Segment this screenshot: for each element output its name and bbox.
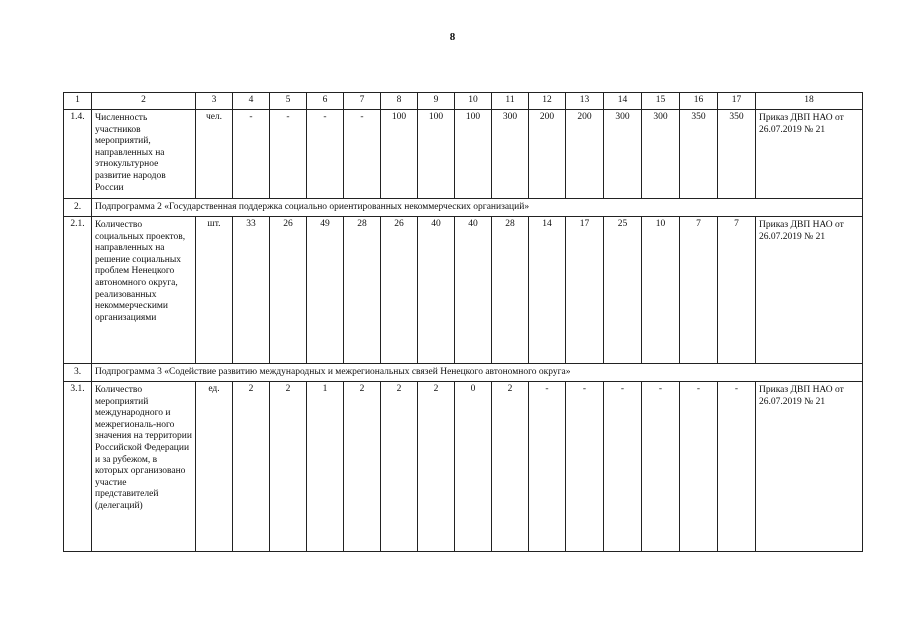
- value-cell: 1: [307, 382, 344, 552]
- row-number: 3.1.: [64, 382, 92, 552]
- value-cell: 300: [492, 110, 529, 199]
- value-cell: 100: [418, 110, 455, 199]
- value-cell: -: [529, 382, 566, 552]
- value-cell: 26: [381, 217, 418, 364]
- header-cell: 3: [196, 93, 233, 110]
- unit-cell: чел.: [196, 110, 233, 199]
- value-cell: 2: [418, 382, 455, 552]
- value-cell: 17: [566, 217, 604, 364]
- unit-cell: ед.: [196, 382, 233, 552]
- indicator-name: Численность участников мероприятий, направленных на этнокультурное развитие народов России: [92, 110, 196, 199]
- indicator-name: Количество социальных проектов, направленных на решение социальных проблем Ненецкого автономного округа, реализованных некоммерческими организациями: [92, 217, 196, 364]
- row-number: 3.: [64, 364, 92, 382]
- header-cell: 1: [64, 93, 92, 110]
- value-cell: 40: [418, 217, 455, 364]
- header-cell: 4: [233, 93, 270, 110]
- source-cell: Приказ ДВП НАО от 26.07.2019 № 21: [756, 217, 863, 364]
- value-cell: 28: [344, 217, 381, 364]
- value-cell: 25: [604, 217, 642, 364]
- value-cell: 26: [270, 217, 307, 364]
- value-cell: 28: [492, 217, 529, 364]
- value-cell: 0: [455, 382, 492, 552]
- value-cell: 2: [344, 382, 381, 552]
- value-cell: 14: [529, 217, 566, 364]
- value-cell: -: [344, 110, 381, 199]
- subprogram-title: Подпрограмма 3 «Содействие развитию международных и межрегиональных связей Ненецкого автономного округа»: [92, 364, 863, 382]
- row-number: 1.4.: [64, 110, 92, 199]
- value-cell: 100: [381, 110, 418, 199]
- row-number: 2.1.: [64, 217, 92, 364]
- indicator-name: Количество мероприятий международного и межрегиональ-ного значения на территории Российской Федерации и за рубежом, в которых организовано участие представителей (делегаций): [92, 382, 196, 552]
- header-cell: 13: [566, 93, 604, 110]
- header-cell: 12: [529, 93, 566, 110]
- value-cell: 7: [680, 217, 718, 364]
- value-cell: 49: [307, 217, 344, 364]
- header-cell: 9: [418, 93, 455, 110]
- header-cell: 11: [492, 93, 529, 110]
- header-cell: 14: [604, 93, 642, 110]
- header-cell: 15: [642, 93, 680, 110]
- table-row: [64, 217, 863, 364]
- value-cell: -: [566, 382, 604, 552]
- header-cell: 18: [756, 93, 863, 110]
- header-row: [64, 93, 863, 110]
- subprogram-row: [64, 364, 863, 382]
- value-cell: 40: [455, 217, 492, 364]
- subprogram-row: [64, 199, 863, 217]
- value-cell: 200: [566, 110, 604, 199]
- header-cell: 17: [718, 93, 756, 110]
- source-cell: Приказ ДВП НАО от 26.07.2019 № 21: [756, 110, 863, 199]
- indicators-table: [63, 92, 863, 552]
- header-cell: 10: [455, 93, 492, 110]
- subprogram-title: Подпрограмма 2 «Государственная поддержка социально ориентированных некоммерческих организаций»: [92, 199, 863, 217]
- row-number: 2.: [64, 199, 92, 217]
- value-cell: 33: [233, 217, 270, 364]
- value-cell: 2: [492, 382, 529, 552]
- header-cell: 5: [270, 93, 307, 110]
- header-cell: 8: [381, 93, 418, 110]
- value-cell: 350: [680, 110, 718, 199]
- value-cell: 10: [642, 217, 680, 364]
- value-cell: 100: [455, 110, 492, 199]
- page-number: 8: [449, 31, 456, 43]
- header-cell: 16: [680, 93, 718, 110]
- source-cell: Приказ ДВП НАО от 26.07.2019 № 21: [756, 382, 863, 552]
- value-cell: 200: [529, 110, 566, 199]
- header-cell: 6: [307, 93, 344, 110]
- value-cell: -: [718, 382, 756, 552]
- table-row: [64, 382, 863, 552]
- value-cell: 2: [381, 382, 418, 552]
- value-cell: -: [642, 382, 680, 552]
- header-cell: 7: [344, 93, 381, 110]
- table-row: [64, 110, 863, 199]
- value-cell: 300: [642, 110, 680, 199]
- value-cell: -: [270, 110, 307, 199]
- unit-cell: шт.: [196, 217, 233, 364]
- value-cell: 2: [270, 382, 307, 552]
- value-cell: -: [680, 382, 718, 552]
- value-cell: 300: [604, 110, 642, 199]
- value-cell: 7: [718, 217, 756, 364]
- value-cell: 350: [718, 110, 756, 199]
- table-body: [64, 93, 863, 552]
- value-cell: 2: [233, 382, 270, 552]
- value-cell: -: [604, 382, 642, 552]
- header-cell: 2: [92, 93, 196, 110]
- value-cell: -: [233, 110, 270, 199]
- value-cell: -: [307, 110, 344, 199]
